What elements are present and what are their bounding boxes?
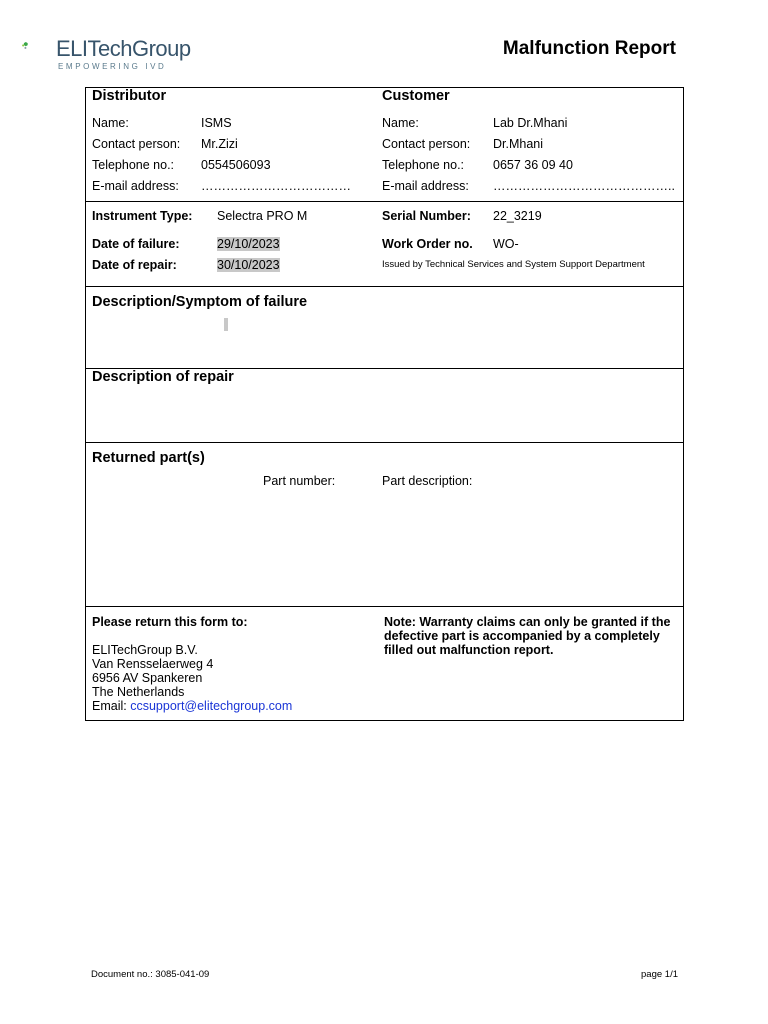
part-description-label: Part description:	[382, 474, 473, 488]
customer-email-field[interactable]: ……………………………………..	[493, 179, 675, 193]
customer-phone-label: Telephone no.:	[382, 158, 465, 172]
logo-tagline: EMPOWERING IVD	[58, 62, 167, 70]
page-number: page 1/1	[641, 969, 678, 980]
text-cursor	[224, 318, 228, 331]
serial-number-field[interactable]: 22_3219	[493, 209, 542, 223]
date-of-failure-label: Date of failure:	[92, 237, 180, 251]
divider	[86, 442, 683, 443]
repair-textarea[interactable]	[91, 388, 677, 440]
distributor-phone-field[interactable]: 0554506093	[201, 158, 271, 172]
address-company: ELITechGroup B.V.	[92, 643, 198, 657]
distributor-name-label: Name:	[92, 116, 129, 130]
distributor-heading: Distributor	[92, 88, 167, 104]
distributor-email-field[interactable]: ………………………………	[201, 179, 351, 193]
date-of-repair-field[interactable]: 30/10/2023	[217, 258, 280, 272]
work-order-field[interactable]: WO-	[493, 237, 519, 251]
distributor-phone-label: Telephone no.:	[92, 158, 175, 172]
symptom-heading: Description/Symptom of failure	[92, 294, 308, 310]
customer-contact-field[interactable]: Dr.Mhani	[493, 137, 544, 151]
document-number: Document no.: 3085-041-09	[91, 969, 210, 980]
email-label: Email:	[92, 699, 127, 713]
address-country: The Netherlands	[92, 685, 185, 699]
logo-hexagon-small-left	[22, 44, 24, 46]
customer-contact-label: Contact person:	[382, 137, 471, 151]
returned-parts-area[interactable]	[91, 492, 677, 602]
address-city: 6956 AV Spankeren	[92, 671, 203, 685]
part-number-label: Part number:	[263, 474, 336, 488]
address-email-row	[92, 699, 292, 713]
returned-parts-heading: Returned part(s)	[92, 450, 205, 466]
logo-hexagon-large	[24, 42, 28, 46]
customer-phone-field[interactable]: 0657 36 09 40	[493, 158, 573, 172]
divider	[86, 286, 683, 287]
support-email-link[interactable]: ccsupport@elitechgroup.com	[130, 699, 293, 713]
warranty-note: Note: Warranty claims can only be granted if the defective part is accompanied by a completely filled out malfunction report.	[384, 615, 671, 657]
return-form-heading: Please return this form to:	[92, 615, 248, 629]
instrument-type-label: Instrument Type:	[92, 209, 193, 223]
return-address	[92, 643, 292, 713]
date-of-repair-label: Date of repair:	[92, 258, 177, 272]
symptom-textarea[interactable]	[91, 312, 677, 364]
date-of-failure-field[interactable]: 29/10/2023	[217, 237, 280, 251]
customer-name-label: Name:	[382, 116, 419, 130]
instrument-type-field[interactable]: Selectra PRO M	[217, 209, 308, 223]
malfunction-form	[85, 87, 684, 721]
elitechgroup-logo	[22, 26, 58, 66]
distributor-contact-label: Contact person:	[92, 137, 181, 151]
logo-hexagon-small-bottom	[24, 47, 26, 49]
distributor-email-label: E-mail address:	[92, 179, 179, 193]
distributor-contact-field[interactable]: Mr.Zizi	[201, 137, 238, 151]
distributor-name-field[interactable]: ISMS	[201, 116, 232, 130]
work-order-label: Work Order no.	[382, 237, 473, 251]
serial-number-label: Serial Number:	[382, 209, 471, 223]
customer-name-field[interactable]: Lab Dr.Mhani	[493, 116, 568, 130]
work-order-issued-note: Issued by Technical Services and System Support Department	[382, 259, 645, 270]
customer-heading: Customer	[382, 88, 450, 104]
customer-email-label: E-mail address:	[382, 179, 469, 193]
logo-text: ELITechGroup	[56, 36, 191, 61]
divider	[86, 606, 683, 607]
page-title: Malfunction Report	[502, 38, 676, 59]
address-street: Van Rensselaerweg 4	[92, 657, 214, 671]
repair-heading: Description of repair	[92, 369, 234, 385]
divider	[86, 201, 683, 202]
